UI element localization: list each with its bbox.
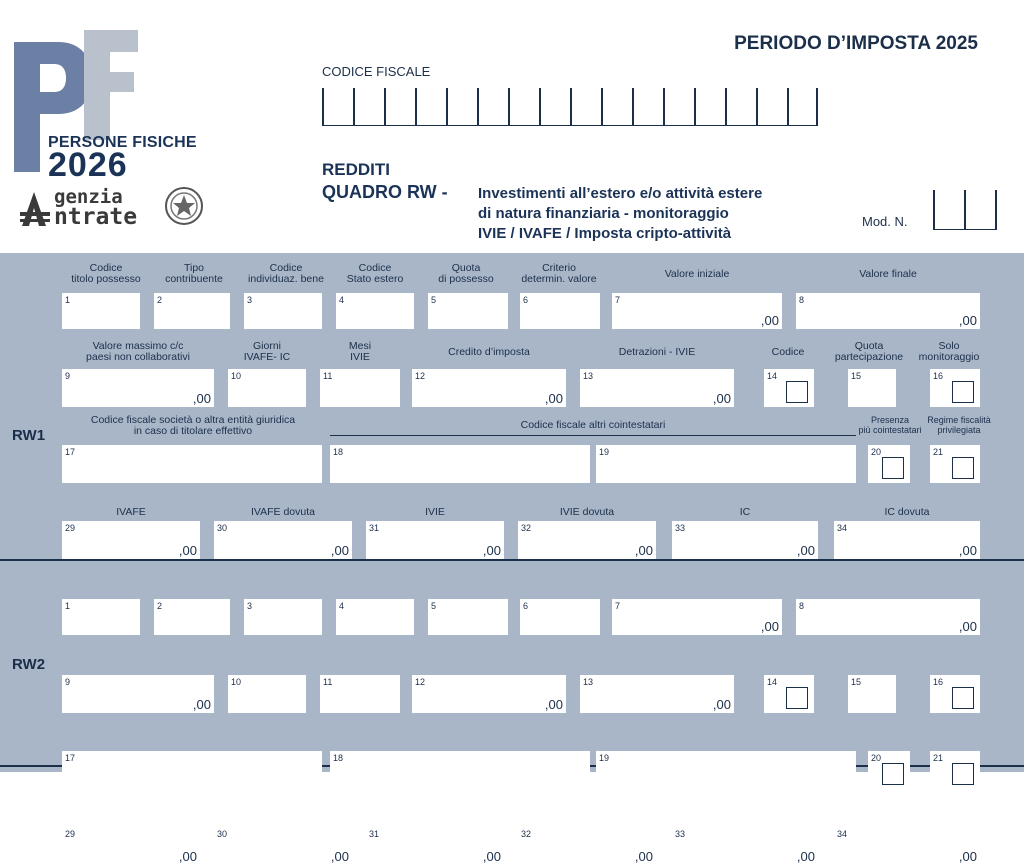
rw2-field-3[interactable] (244, 599, 322, 635)
header-titolo-possesso (62, 263, 150, 285)
mod-n-tick (964, 190, 966, 230)
field-number: 29 (65, 829, 76, 839)
decimal-suffix: ,00 (178, 543, 197, 558)
field-number: 33 (675, 523, 686, 533)
codice-fiscale-tick (632, 88, 634, 126)
codice-fiscale-tick (570, 88, 572, 126)
field-number: 11 (323, 371, 333, 381)
header-text: Mesi IVIE (348, 340, 372, 363)
decimal-suffix: ,00 (634, 849, 653, 864)
logo-year: 2026 (48, 146, 128, 184)
codice-fiscale-tick (816, 88, 818, 126)
rw1-field-16 (930, 369, 980, 407)
quadro-desc-line-3: IVIE / IVAFE / Imposta cripto-attività (478, 225, 732, 242)
quadro-rw-heading: QUADRO RW - (322, 182, 448, 202)
pf-logo (14, 30, 214, 240)
field-number: 30 (217, 523, 228, 533)
rw1-field-33[interactable] (672, 521, 818, 559)
rw2-field-5[interactable] (428, 599, 508, 635)
header-rule-cointestatari (330, 435, 856, 436)
codice-fiscale-tick (694, 88, 696, 126)
mod-n-input[interactable] (933, 190, 997, 230)
header-text: Quota di possesso (438, 262, 494, 285)
header-solo-monitoraggio (910, 341, 988, 363)
field-number: 34 (837, 829, 848, 839)
rw2-field-15[interactable] (848, 675, 896, 713)
header-text: IVIE dovuta (559, 506, 615, 518)
rw1-field-6[interactable] (520, 293, 600, 329)
header-codice (762, 347, 814, 358)
section-label-rw2: RW2 (12, 656, 46, 673)
field-number: 31 (369, 829, 380, 839)
rw2-field-34[interactable] (834, 827, 980, 865)
rw1-field-17[interactable] (62, 445, 322, 483)
field-number: 16 (933, 677, 944, 687)
rw1-field-18[interactable] (330, 445, 590, 483)
decimal-suffix: ,00 (544, 391, 563, 406)
rw1-field-21 (930, 445, 980, 483)
rw1-field-3[interactable] (244, 293, 322, 329)
decimal-suffix: ,00 (760, 619, 779, 634)
rw1-field-30[interactable] (214, 521, 352, 559)
decimal-suffix: ,00 (958, 313, 977, 328)
field-number: 3 (247, 295, 253, 305)
field-number: 21 (933, 447, 944, 457)
rw2-field-4[interactable] (336, 599, 414, 635)
codice-fiscale-tick (477, 88, 479, 126)
tax-period-title: PERIODO D’IMPOSTA 2025 (734, 33, 978, 54)
decimal-suffix: ,00 (544, 697, 563, 712)
rw1-field-7[interactable] (612, 293, 782, 329)
field-number: 15 (851, 677, 862, 687)
decimal-suffix: ,00 (958, 543, 977, 558)
decimal-suffix: ,00 (330, 849, 349, 864)
rw1-checkbox-20[interactable] (882, 457, 904, 479)
field-number: 11 (323, 677, 333, 687)
rw2-field-11[interactable] (320, 675, 400, 713)
field-number: 10 (231, 677, 242, 687)
field-number: 12 (415, 371, 426, 381)
codice-fiscale-tick (756, 88, 758, 126)
field-number: 32 (521, 523, 532, 533)
field-number: 20 (871, 447, 882, 457)
header-text: IVAFE (116, 506, 146, 518)
field-number: 5 (431, 295, 437, 305)
header-text: Valore massimo c/c paesi non collaborativi (86, 340, 190, 363)
rw2-field-7[interactable] (612, 599, 782, 635)
rw2-field-33[interactable] (672, 827, 818, 865)
rw1-field-11[interactable] (320, 369, 400, 407)
rw2-field-2[interactable] (154, 599, 230, 635)
field-number: 7 (615, 295, 621, 305)
rw1-field-15[interactable] (848, 369, 896, 407)
header-mesi-ivie (320, 341, 400, 363)
rw2-checkbox-16[interactable] (952, 687, 974, 709)
agenzia-word: genzia (54, 186, 123, 208)
field-number: 6 (523, 601, 529, 611)
field-number: 8 (799, 295, 805, 305)
rw1-field-12[interactable] (412, 369, 566, 407)
decimal-suffix: ,00 (482, 849, 501, 864)
field-number: 14 (767, 371, 778, 381)
decimal-suffix: ,00 (178, 849, 197, 864)
section-divider (0, 559, 1024, 561)
codice-fiscale-tick (539, 88, 541, 126)
header-text: Valore iniziale (664, 268, 730, 280)
field-number: 31 (369, 523, 380, 533)
mod-n-label: Mod. N. (862, 214, 908, 229)
field-number: 19 (599, 447, 610, 457)
header-text: Criterio determin. valore (521, 262, 597, 285)
rw2-field-13[interactable] (580, 675, 734, 713)
decimal-suffix: ,00 (712, 697, 731, 712)
rw2-field-8[interactable] (796, 599, 980, 635)
rw2-field-20 (868, 751, 910, 789)
agenzia-a-mark-icon (18, 188, 54, 228)
rw2-field-16 (930, 675, 980, 713)
decimal-suffix: ,00 (958, 849, 977, 864)
rw1-field-2[interactable] (154, 293, 230, 329)
header-text: Quota partecipazione (834, 340, 904, 363)
rw1-field-31[interactable] (366, 521, 504, 559)
header-ivie (366, 507, 504, 518)
rw2-field-21 (930, 751, 980, 789)
logo-persone-fisiche: PERSONE FISICHE (48, 134, 197, 151)
header-presenza-cointestatari (856, 415, 924, 435)
field-number: 4 (339, 295, 345, 305)
rw1-field-19[interactable] (596, 445, 856, 483)
header-text: Codice titolo possesso (71, 262, 141, 285)
mod-n-tick (995, 190, 997, 230)
header-text: IC dovuta (884, 506, 930, 518)
header-tipo-contribuente (156, 263, 232, 285)
field-number: 15 (851, 371, 862, 381)
decimal-suffix: ,00 (192, 697, 211, 712)
header-text: Detrazioni - IVIE (618, 346, 696, 358)
header-ivafe (62, 507, 200, 518)
header-ic-dovuta (834, 507, 980, 518)
rw2-field-9[interactable] (62, 675, 214, 713)
quadro-description (478, 184, 762, 244)
codice-fiscale-tick (446, 88, 448, 126)
rw2-field-12[interactable] (412, 675, 566, 713)
field-number: 30 (217, 829, 228, 839)
decimal-suffix: ,00 (192, 391, 211, 406)
header-text: IC (739, 506, 751, 518)
quadro-rw-form (0, 253, 1024, 864)
header-text: Solo monitoraggio (918, 340, 980, 363)
header-text: Codice (771, 346, 805, 358)
header-ivie-dovuta (518, 507, 656, 518)
redditi-heading: REDDITI (322, 160, 390, 179)
field-number: 20 (871, 753, 882, 763)
field-number: 17 (65, 447, 76, 457)
rw2-checkbox-20[interactable] (882, 763, 904, 785)
codice-fiscale-tick (663, 88, 665, 126)
rw1-field-29[interactable] (62, 521, 200, 559)
header-text: Credito d’imposta (448, 346, 530, 358)
rw2-field-32[interactable] (518, 827, 656, 865)
field-number: 12 (415, 677, 426, 687)
header-text: IVIE (425, 506, 445, 518)
header-text: Regime fiscalità privilegiata (927, 415, 991, 435)
header-criterio-valore (512, 263, 606, 285)
rw1-field-1[interactable] (62, 293, 140, 329)
rw2-field-1[interactable] (62, 599, 140, 635)
field-number: 13 (583, 677, 594, 687)
rw2-field-29[interactable] (62, 827, 200, 865)
header-text: Valore finale (859, 268, 917, 280)
field-number: 6 (523, 295, 529, 305)
header-quota-partecipazione (828, 341, 910, 363)
rw1-field-4[interactable] (336, 293, 414, 329)
field-number: 7 (615, 601, 621, 611)
header-text: Giorni IVAFE- IC (243, 340, 291, 363)
codice-fiscale-tick (415, 88, 417, 126)
field-number: 29 (65, 523, 76, 533)
rw2-field-31[interactable] (366, 827, 504, 865)
header-text: Codice fiscale altri cointestatari (520, 419, 666, 431)
field-number: 9 (65, 677, 71, 687)
rw1-checkbox-16[interactable] (952, 381, 974, 403)
rw1-field-5[interactable] (428, 293, 508, 329)
field-number: 33 (675, 829, 686, 839)
field-number: 34 (837, 523, 848, 533)
rw2-field-10[interactable] (228, 675, 306, 713)
header-giorni-ivafe (228, 341, 306, 363)
rw1-field-14 (764, 369, 814, 407)
header-text: Presenza più cointestatari (858, 415, 922, 435)
quadro-desc-line-2: di natura finanziaria - monitoraggio (478, 205, 729, 222)
rw1-checkbox-14[interactable] (786, 381, 808, 403)
header-text: Codice individuaz. bene (248, 262, 324, 285)
rw2-field-14 (764, 675, 814, 713)
agenzia-entrate-logo (18, 184, 208, 232)
codice-fiscale-tick (601, 88, 603, 126)
decimal-suffix: ,00 (712, 391, 731, 406)
field-number: 9 (65, 371, 71, 381)
header-regime-privilegiata (924, 415, 994, 435)
header-quota-possesso (426, 263, 506, 285)
header-detrazioni-ivie (580, 347, 734, 358)
codice-fiscale-tick (322, 88, 324, 126)
rw2-field-6[interactable] (520, 599, 600, 635)
field-number: 21 (933, 753, 944, 763)
rw1-field-32[interactable] (518, 521, 656, 559)
field-number: 19 (599, 753, 610, 763)
field-number: 3 (247, 601, 253, 611)
field-number: 32 (521, 829, 532, 839)
header-credito-imposta (412, 347, 566, 358)
logo-letter-f (54, 30, 138, 140)
header-valore-iniziale (612, 269, 782, 280)
field-number: 18 (333, 753, 344, 763)
header-text: Tipo contribuente (165, 262, 223, 285)
rw1-field-9[interactable] (62, 369, 214, 407)
rw2-checkbox-21[interactable] (952, 763, 974, 785)
header-valore-finale (796, 269, 980, 280)
codice-fiscale-tick (508, 88, 510, 126)
codice-fiscale-tick (353, 88, 355, 126)
header-ic (672, 507, 818, 518)
decimal-suffix: ,00 (796, 543, 815, 558)
rw2-field-17[interactable] (62, 751, 322, 789)
republic-emblem-icon (164, 184, 204, 228)
field-number: 18 (333, 447, 344, 457)
field-number: 4 (339, 601, 345, 611)
header-valore-massimo (62, 341, 214, 363)
rw2-field-19[interactable] (596, 751, 856, 789)
rw2-checkbox-14[interactable] (786, 687, 808, 709)
rw1-checkbox-21[interactable] (952, 457, 974, 479)
header-text: Codice fiscale società o altra entità giuridica in caso di titolare effettivo (90, 414, 296, 437)
entrate-word: ntrate (54, 204, 138, 230)
field-number: 2 (157, 601, 163, 611)
decimal-suffix: ,00 (482, 543, 501, 558)
codice-fiscale-tick (384, 88, 386, 126)
field-number: 17 (65, 753, 76, 763)
quadro-desc-line-1: Investimenti all’estero e/o attività estere (478, 185, 763, 202)
field-number: 13 (583, 371, 594, 381)
codice-fiscale-tick (787, 88, 789, 126)
mod-n-tick (933, 190, 935, 230)
codice-fiscale-tick (725, 88, 727, 126)
section-label-rw1: RW1 (12, 427, 46, 444)
codice-fiscale-input[interactable] (322, 88, 818, 126)
field-number: 14 (767, 677, 778, 687)
header-individuaz-bene (240, 263, 332, 285)
header-text: IVAFE dovuta (250, 506, 315, 518)
decimal-suffix: ,00 (330, 543, 349, 558)
rw1-field-20 (868, 445, 910, 483)
field-number: 1 (65, 601, 71, 611)
field-number: 1 (65, 295, 71, 305)
field-number: 5 (431, 601, 437, 611)
rw1-field-34[interactable] (834, 521, 980, 559)
field-number: 16 (933, 371, 944, 381)
rw1-field-8[interactable] (796, 293, 980, 329)
rw1-field-13[interactable] (580, 369, 734, 407)
header-stato-estero (336, 263, 414, 285)
rw1-field-10[interactable] (228, 369, 306, 407)
header-cf-cointestatari (330, 420, 856, 431)
header-cf-societa (62, 415, 324, 437)
codice-fiscale-label: CODICE FISCALE (322, 64, 431, 79)
field-number: 10 (231, 371, 242, 381)
decimal-suffix: ,00 (796, 849, 815, 864)
header-text: Codice Stato estero (346, 262, 404, 285)
rw2-field-30[interactable] (214, 827, 352, 865)
decimal-suffix: ,00 (958, 619, 977, 634)
header-ivafe-dovuta (214, 507, 352, 518)
decimal-suffix: ,00 (634, 543, 653, 558)
field-number: 8 (799, 601, 805, 611)
decimal-suffix: ,00 (760, 313, 779, 328)
field-number: 2 (157, 295, 163, 305)
rw2-field-18[interactable] (330, 751, 590, 789)
